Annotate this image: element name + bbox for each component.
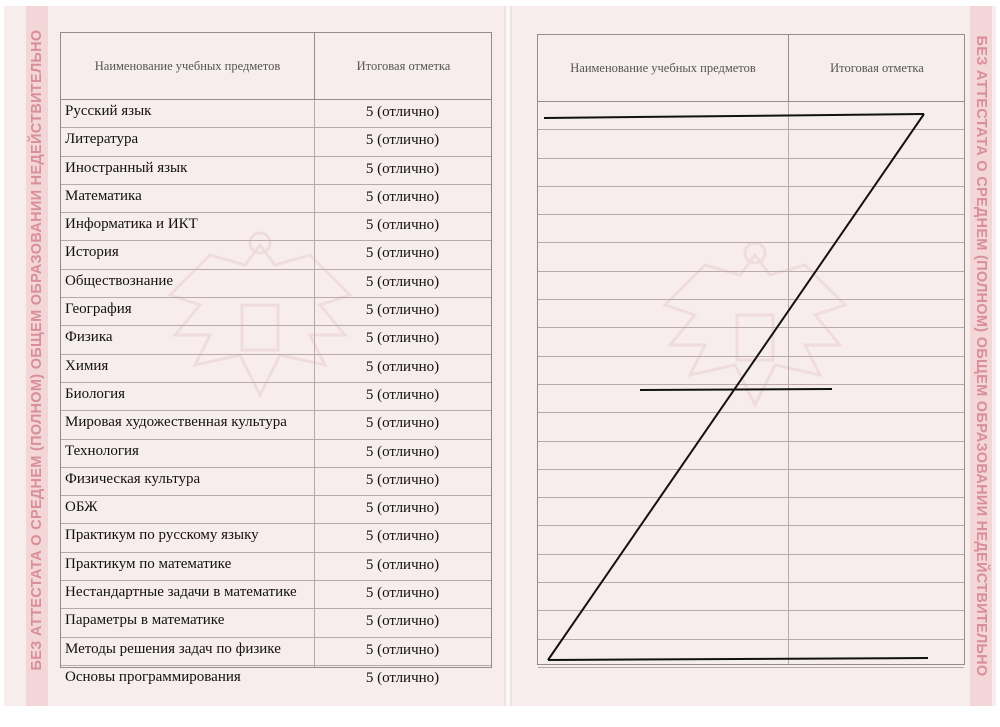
subject-name: Математика — [65, 187, 142, 204]
empty-table-row — [538, 385, 964, 413]
table-row — [61, 553, 491, 581]
final-mark: 5 (отлично) — [365, 585, 440, 602]
table-row — [61, 666, 491, 693]
final-mark: 5 (отлично) — [365, 471, 440, 488]
table-row — [61, 468, 491, 496]
final-mark: 5 (отлично) — [365, 386, 440, 403]
subject-name: Мировая художественная культура — [65, 414, 287, 431]
final-mark: 5 (отлично) — [365, 302, 440, 319]
subject-name: Нестандартные задачи в математике — [65, 584, 297, 601]
final-mark: 5 (отлично) — [365, 358, 440, 375]
final-mark: 5 (отлично) — [365, 500, 440, 517]
table-row — [61, 157, 491, 185]
final-mark: 5 (отлично) — [365, 443, 440, 460]
subject-name: Химия — [65, 357, 109, 374]
table-header — [538, 35, 964, 102]
table-row — [61, 298, 491, 326]
grades-table-left — [60, 32, 492, 686]
final-mark: 5 (отлично) — [365, 217, 440, 234]
table-row — [61, 355, 491, 383]
table-row — [61, 638, 491, 666]
empty-table-row — [538, 215, 964, 243]
table-row — [61, 128, 491, 156]
empty-table-row — [538, 555, 964, 583]
subject-name: Обществознание — [65, 272, 174, 289]
empty-table-row — [538, 442, 964, 470]
empty-table-row — [538, 300, 964, 328]
empty-table-row — [538, 526, 964, 554]
final-mark: 5 (отлично) — [365, 188, 440, 205]
table-row — [61, 213, 491, 241]
final-mark: 5 (отлично) — [365, 330, 440, 347]
subject-name: Литература — [65, 131, 139, 148]
subject-name: Биология — [65, 385, 126, 402]
empty-table-row — [538, 187, 964, 215]
subject-name: Информатика и ИКТ — [65, 216, 198, 233]
subject-name: Практикум по русскому языку — [65, 527, 259, 544]
final-mark: 5 (отлично) — [365, 641, 440, 658]
table-row — [61, 524, 491, 552]
final-mark: 5 (отлично) — [365, 415, 440, 432]
empty-table-row — [538, 470, 964, 498]
subject-name: Параметры в математике — [65, 612, 225, 629]
table-row — [61, 100, 491, 128]
grades-table-right — [537, 34, 965, 665]
empty-table-row — [538, 328, 964, 356]
final-mark: 5 (отлично) — [365, 669, 440, 686]
subject-name: Иностранный язык — [65, 159, 188, 176]
table-row — [61, 440, 491, 468]
subject-name: Физика — [65, 329, 113, 346]
final-mark: 5 (отлично) — [365, 556, 440, 573]
header-subject: Наименование учебных предметов — [570, 61, 756, 75]
empty-table-row — [538, 130, 964, 158]
empty-table-row — [538, 498, 964, 526]
final-mark: 5 (отлично) — [365, 528, 440, 545]
empty-table-row — [538, 243, 964, 271]
empty-table-row — [538, 159, 964, 187]
table-row — [61, 581, 491, 609]
page-fold — [504, 6, 512, 706]
table-row — [61, 383, 491, 411]
empty-table-row — [538, 583, 964, 611]
empty-table-row — [538, 668, 964, 695]
subject-name: Русский язык — [65, 103, 152, 119]
subject-name: ОБЖ — [65, 499, 98, 516]
header-subject: Наименование учебных предметов — [94, 59, 281, 73]
final-mark: 5 (отлично) — [365, 104, 440, 120]
final-mark: 5 (отлично) — [365, 132, 440, 149]
empty-table-row — [538, 611, 964, 639]
right-strip-text: БЕЗ АТТЕСТАТА О СРЕДНЕМ (ПОЛНОМ) ОБЩЕМ ОБРАЗОВАНИИ НЕДЕЙСТВИТЕЛЬНО — [973, 35, 989, 677]
table-body — [61, 100, 491, 686]
table-row — [61, 270, 491, 298]
subject-name: Физическая культура — [65, 470, 201, 487]
header-mark: Итоговая отметка — [788, 35, 965, 101]
header-mark: Итоговая отметка — [314, 33, 492, 99]
subject-name: Основы программирования — [65, 668, 241, 685]
table-row — [61, 609, 491, 637]
final-mark: 5 (отлично) — [365, 613, 440, 630]
final-mark: 5 (отлично) — [365, 160, 440, 177]
subject-name: Практикум по математике — [65, 555, 232, 572]
empty-table-row — [538, 272, 964, 300]
table-row — [61, 185, 491, 213]
subject-name: География — [65, 301, 132, 318]
table-row — [61, 326, 491, 354]
table-header — [61, 33, 491, 100]
subject-name: История — [65, 244, 119, 261]
subject-name: Технология — [65, 442, 139, 459]
subject-name: Методы решения задач по физике — [65, 640, 281, 657]
table-body — [538, 102, 964, 664]
table-row — [61, 496, 491, 524]
final-mark: 5 (отлично) — [365, 245, 440, 262]
empty-table-row — [538, 102, 964, 130]
empty-table-row — [538, 357, 964, 385]
left-strip-text: БЕЗ АТТЕСТАТА О СРЕДНЕМ (ПОЛНОМ) ОБЩЕМ ОБРАЗОВАНИИ НЕДЕЙСТВИТЕЛЬНО — [29, 29, 45, 671]
table-row — [61, 241, 491, 269]
empty-table-row — [538, 413, 964, 441]
table-row — [61, 411, 491, 439]
empty-table-row — [538, 640, 964, 668]
final-mark: 5 (отлично) — [365, 273, 440, 290]
